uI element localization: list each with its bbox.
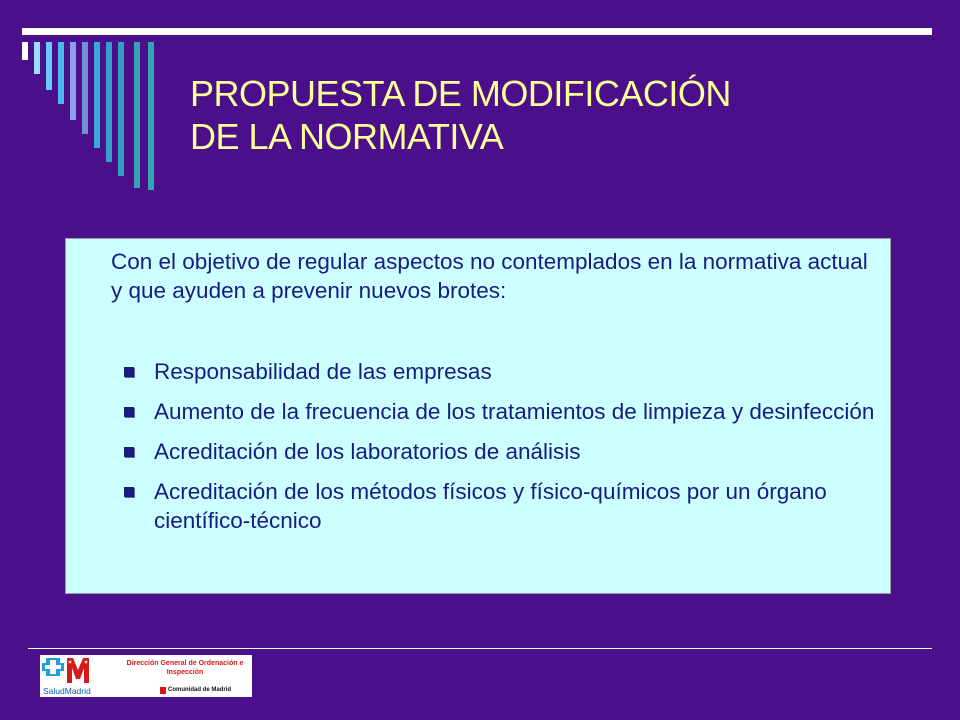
accent-bar	[58, 42, 64, 104]
bullet-text: Acreditación de los métodos físicos y físico-químicos por un órgano científico-técnico	[154, 479, 827, 533]
region-name: Comunidad de Madrid	[168, 687, 231, 693]
bullet-text: Responsabilidad de las empresas	[154, 359, 492, 384]
region-flag-icon	[160, 687, 166, 694]
accent-bar	[70, 42, 76, 120]
title-line: DE LA NORMATIVA	[190, 116, 504, 157]
square-bullet-icon	[124, 367, 134, 377]
accent-bar	[106, 42, 112, 162]
accent-bar	[118, 42, 124, 176]
bullet-text: Aumento de la frecuencia de los tratamientos de limpieza y desinfección	[154, 399, 875, 424]
bullet-text: Acreditación de los laboratorios de análisis	[154, 439, 581, 464]
square-bullet-icon	[124, 487, 134, 497]
department-name: Dirección General de Ordenación e Inspección	[126, 660, 244, 676]
square-bullet-icon	[124, 407, 134, 417]
bullet-item	[124, 477, 884, 535]
bottom-rule	[28, 648, 932, 649]
accent-bar	[46, 42, 52, 90]
intro-text: Con el objetivo de regular aspectos no contemplados en la normativa actual y que ayuden a prevenir nuevos brotes:	[111, 249, 868, 303]
brand-name: SaludMadrid	[43, 686, 91, 696]
accent-bar	[22, 42, 28, 60]
accent-bar	[82, 42, 88, 134]
slide-title	[190, 72, 890, 158]
square-bullet-icon	[124, 447, 134, 457]
accent-bar	[94, 42, 100, 148]
bullet-item	[124, 357, 884, 386]
bullet-item	[124, 437, 884, 466]
content-box	[65, 238, 891, 594]
footer-logo	[40, 655, 252, 697]
accent-bar	[134, 42, 140, 188]
bullet-item	[124, 397, 884, 426]
accent-bar	[148, 42, 154, 190]
title-line: PROPUESTA DE MODIFICACIÓN	[190, 73, 731, 114]
accent-bar	[34, 42, 40, 74]
bullet-list	[124, 357, 884, 546]
top-rule	[22, 28, 932, 35]
